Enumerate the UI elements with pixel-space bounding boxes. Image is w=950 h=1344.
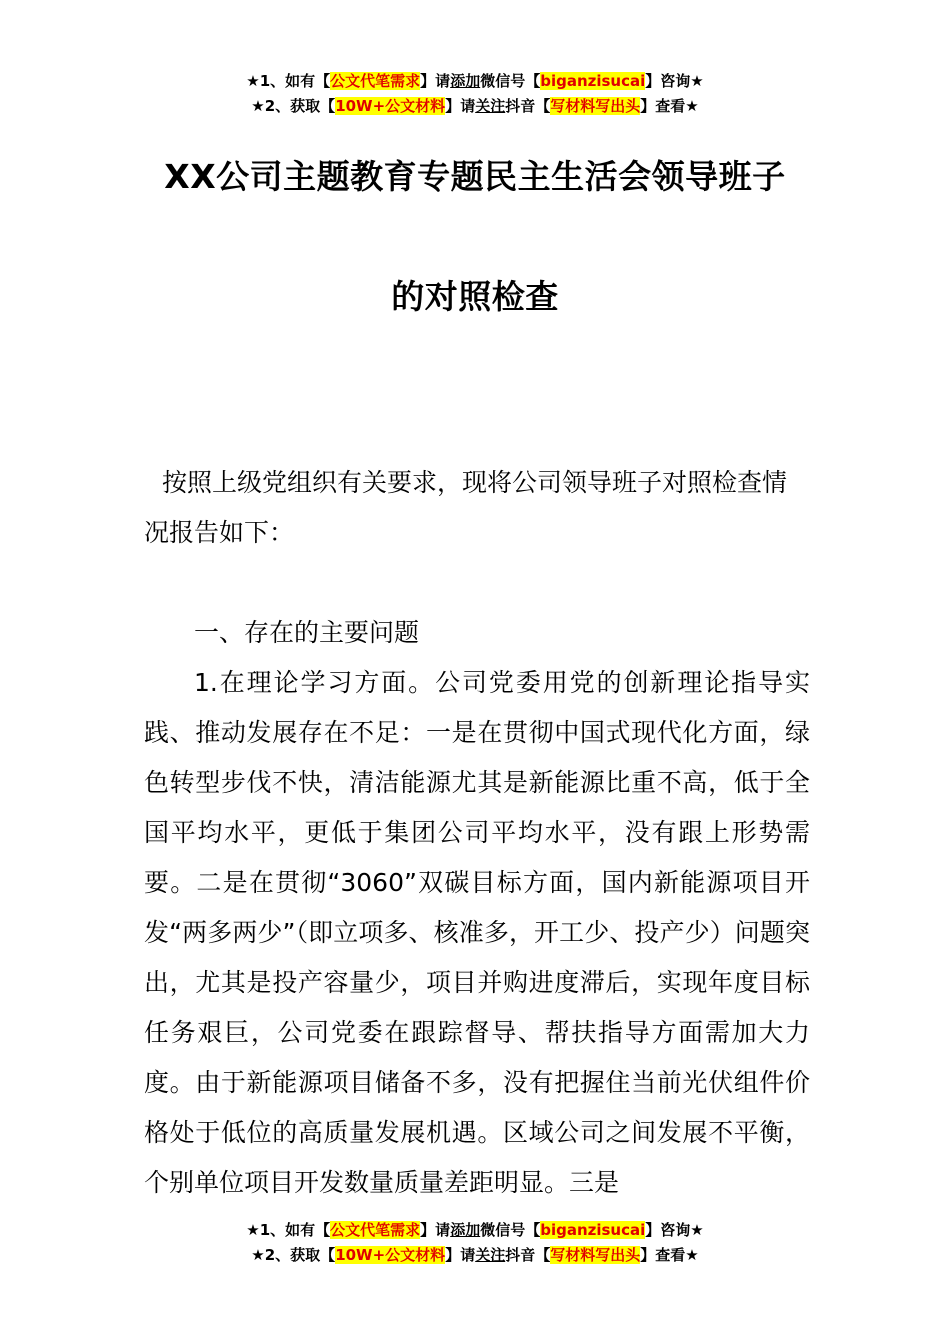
promo-text: 】请 bbox=[420, 1221, 451, 1239]
document-title-line-2: 的对照检查 bbox=[391, 277, 559, 316]
promo-text: 微信号【 bbox=[480, 72, 541, 90]
promo-text: ★1、如有【 bbox=[246, 1221, 331, 1239]
promo-line-2 bbox=[0, 1243, 950, 1268]
promo-text: 】咨询★ bbox=[645, 72, 704, 90]
intro-paragraph: 按照上级党组织有关要求，现将公司领导班子对照检查情况报告如下： bbox=[144, 468, 788, 547]
promo-text: 】查看★ bbox=[640, 1246, 699, 1264]
promo-underlined: 关注 bbox=[475, 97, 506, 115]
promo-text: 】咨询★ bbox=[645, 1221, 704, 1239]
promo-text: 】查看★ bbox=[640, 97, 699, 115]
promo-text: ★2、获取【 bbox=[251, 1246, 336, 1264]
promo-text: 】请 bbox=[445, 1246, 476, 1264]
header-promo-banner bbox=[0, 69, 950, 119]
section-heading: 一、存在的主要问题 bbox=[194, 618, 420, 647]
promo-douyin-id: 写材料写出头 bbox=[550, 1246, 641, 1264]
body-paragraph: 1.在理论学习方面。公司党委用党的创新理论指导实践、推动发展存在不足：一是在贯彻中国式现代化方面，绿色转型步伐不快，清洁能源尤其是新能源比重不高，低于全国平均水平，更低于集团公司平均水平，没有跟上形势需要。二是在贯彻“3060”双碳目标方面，国内新能源项目开发“两多两少”（即立项多、核准多，开工少、投产少）问题突出，尤其是投产容量少，项目并购进度滞后，实现年度目标任务艰巨，公司党委在跟踪督导、帮扶指导方面需加大力度。由于新能源项目储备不多，没有把握住当前光伏组件价格处于低位的高质量发展机遇。区域公司之间发展不平衡，个别单位项目开发数量质量差距明显。三是 bbox=[144, 668, 810, 1197]
promo-douyin-id: 写材料写出头 bbox=[550, 97, 641, 115]
promo-underlined: 添加 bbox=[450, 1221, 481, 1239]
promo-highlight: 10W+公文材料 bbox=[335, 97, 446, 115]
promo-text: 】请 bbox=[445, 97, 476, 115]
promo-highlight: 10W+公文材料 bbox=[335, 1246, 446, 1264]
promo-underlined: 关注 bbox=[475, 1246, 506, 1264]
promo-line-1 bbox=[0, 1218, 950, 1243]
document-title-line-1: XX公司主题教育专题民主生活会领导班子 bbox=[164, 157, 786, 196]
promo-highlight: 公文代笔需求 bbox=[330, 72, 421, 90]
promo-line-2 bbox=[0, 94, 950, 119]
promo-text: 】请 bbox=[420, 72, 451, 90]
promo-wechat-id: biganzisucai bbox=[540, 1221, 646, 1239]
promo-text: ★2、获取【 bbox=[251, 97, 336, 115]
promo-text: ★1、如有【 bbox=[246, 72, 331, 90]
footer-promo-banner bbox=[0, 1218, 950, 1268]
promo-text: 抖音【 bbox=[505, 97, 551, 115]
promo-text: 微信号【 bbox=[480, 1221, 541, 1239]
promo-wechat-id: biganzisucai bbox=[540, 72, 646, 90]
promo-underlined: 添加 bbox=[450, 72, 481, 90]
promo-line-1 bbox=[0, 69, 950, 94]
promo-text: 抖音【 bbox=[505, 1246, 551, 1264]
promo-highlight: 公文代笔需求 bbox=[330, 1221, 421, 1239]
